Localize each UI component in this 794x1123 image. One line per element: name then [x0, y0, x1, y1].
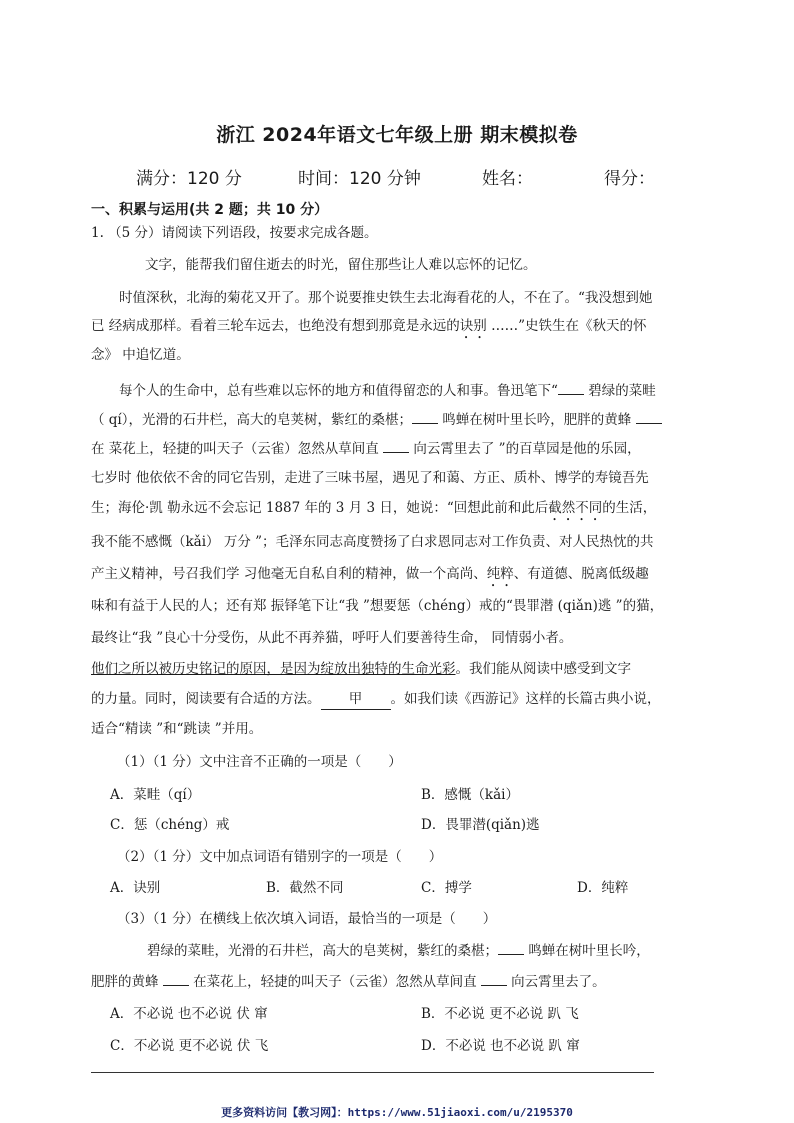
section-heading: 一、积累与运用(共 2 题；共 10 分）	[91, 202, 329, 218]
text-span: 。我们能从阅读中感受到文字	[455, 661, 631, 677]
page-title: 浙江 2024年语文七年级上册 期末模拟卷	[216, 124, 578, 146]
paragraph-4-line-2	[91, 689, 661, 710]
text-span: 向云霄里去了 ”的百草园是他的乐园，	[409, 441, 641, 457]
sub2-option-a[interactable]: A．诀别	[110, 880, 161, 896]
dotted-word-juebie: 诀别	[459, 318, 487, 334]
sub1-option-b[interactable]: B．感慨（kǎi）	[421, 787, 519, 803]
sub-question-2-stem: （2）（1 分）文中加点词语有错别字的一项是（ ）	[117, 849, 443, 865]
sub3-passage-line-1	[147, 941, 650, 961]
question-1-stem: 1. （5 分）请阅读下列语段，按要求完成各题。	[91, 225, 378, 241]
paragraph-3-line-8: 味和有益于人民的人；还有郑 振铎笔下让“我 ”想要惩（chéng）戒的“畏罪潜 (qiǎn)逃 ”的猫，	[91, 598, 664, 614]
text-span: 在 菜花上，轻捷的叫天子（云雀）忽然从草间直	[91, 441, 384, 457]
paragraph-3-line-5	[91, 498, 656, 524]
text-span: （ qí），光滑的石井栏，高大的皂荚树，紫红的桑椹；	[91, 412, 413, 428]
text-span: 每个人的生命中，总有些难以忘怀的地方和值得留恋的人和事。鲁迅笔下“	[119, 383, 558, 399]
text-span: 肥胖的黄蜂	[91, 974, 163, 990]
dotted-word-jieranbutong: 截然不同	[548, 500, 603, 516]
text-span: 的生活，	[602, 500, 657, 516]
paragraph-2-line-1: 时值深秋，北海的菊花又开了。那个说要推史铁生去北海看花的人，不在了。“我没想到她	[119, 290, 653, 306]
text-span: 产主义精神，号召我们学 习他毫无自私自利的精神，做一个高尚、	[91, 566, 487, 582]
paragraph-3-line-9: 最终让“我 ”良心十分受伤，从此不再养猫，呼吁人们要善待生命， 同情弱小者。	[91, 630, 573, 646]
text-span: 的力量。同时，阅读要有合适的方法。	[91, 691, 321, 707]
underlined-sentence: 他们之所以被历史铭记的原因，是因为绽放出独特的生命光彩	[91, 661, 456, 677]
paragraph-3-line-7	[91, 564, 649, 590]
sub3-option-a[interactable]: A．不必说 也不必说 伏 窜	[110, 1006, 268, 1022]
text-span: 向云霄里去了。	[506, 974, 606, 990]
sub3-option-d[interactable]: D．不必说 也不必说 趴 窜	[421, 1038, 580, 1054]
paragraph-3-line-2	[91, 410, 662, 430]
time-label: 时间：120 分钟	[298, 169, 421, 189]
paragraph-3-line-6: 我不能不感慨（kǎi） 万分 ”；毛泽东同志高度赞扬了白求恩同志对工作负责、对人民热忱的共	[91, 534, 654, 550]
sub2-option-d[interactable]: D．纯粹	[577, 880, 629, 896]
fill-blank	[558, 381, 584, 395]
text-span: ……”史铁生在《秋天的怀	[486, 318, 647, 334]
paragraph-4-line-1	[91, 659, 631, 679]
fill-blank	[412, 410, 438, 424]
paragraph-3-line-4: 七岁时 他依依不舍的同它告别，走进了三味书屋，遇见了和蔼、方正、质朴、博学的寿镜吾先	[91, 470, 649, 486]
text-span: 生；海伦·凯 勒永远不会忘记 1887 年的 3 月 3 日，她说：“回想此前和此后	[91, 500, 549, 516]
dotted-word-chuncui: 纯粹	[486, 566, 514, 582]
sub2-option-b[interactable]: B．截然不同	[266, 880, 344, 896]
sub1-option-d[interactable]: D．畏罪潜(qiǎn)逃	[421, 817, 540, 833]
sub3-option-c[interactable]: C．不必说 更不必说 伏 飞	[110, 1038, 269, 1054]
text-span: 、有道德、脱离低级趣	[513, 566, 649, 582]
score-label: 得分：	[604, 169, 655, 189]
paragraph-4-line-3: 适合“精读 ”和“跳读 ”并用。	[91, 721, 263, 737]
text-span: 碧绿的菜畦，光滑的石井栏，高大的皂荚树，紫红的桑椹；	[147, 943, 498, 959]
text-span: 鸣蝉在树叶里长吟，	[524, 943, 650, 959]
sub2-option-c[interactable]: C．搏学	[421, 880, 472, 896]
sub1-option-a[interactable]: A．菜畦（qí）	[110, 787, 201, 803]
fill-blank	[481, 972, 507, 986]
text-span: 碧绿的菜畦	[583, 383, 656, 399]
text-span: 鸣蝉在树叶里长吟，肥胖的黄蜂	[438, 412, 636, 428]
sub3-option-b[interactable]: B．不必说 更不必说 趴 飞	[421, 1006, 579, 1022]
footer-link[interactable]: 更多资料访问【教习网】：https://www.51jiaoxi.com/u/2195370	[221, 1106, 573, 1119]
fill-blank	[383, 439, 409, 453]
text-span: 。如我们读《西游记》这样的长篇古典小说，	[390, 691, 661, 707]
name-label: 姓名：	[482, 169, 533, 189]
paragraph-1: 文字，能帮我们留住逝去的时光，留住那些让人难以忘怀的记忆。	[145, 257, 537, 273]
sub-question-1-stem: （1）（1 分）文中注音不正确的一项是（ ）	[117, 754, 402, 770]
fill-blank	[498, 941, 524, 955]
sub1-option-c[interactable]: C．惩（chéng）戒	[110, 817, 230, 833]
sub-question-3-stem: （3）（1 分）在横线上依次填入词语，最恰当的一项是（ ）	[117, 911, 497, 927]
footer-divider	[91, 1072, 654, 1073]
text-span: 已 经病成那样。看着三轮车远去，也绝没有想到那竟是永远的	[91, 318, 460, 334]
fill-blank	[163, 972, 189, 986]
paragraph-3-line-1	[119, 381, 656, 401]
text-span: 在菜花上，轻捷的叫天子（云雀）忽然从草间直	[188, 974, 481, 990]
paragraph-3-line-3	[91, 439, 641, 459]
full-score-label: 满分：120 分	[136, 169, 242, 189]
fill-blank	[636, 410, 662, 424]
paragraph-2-line-3: 念》 中追忆道。	[91, 347, 190, 363]
sub3-passage-line-2	[91, 972, 606, 992]
blank-jia: 甲	[321, 689, 391, 710]
paragraph-2-line-2	[91, 316, 647, 342]
